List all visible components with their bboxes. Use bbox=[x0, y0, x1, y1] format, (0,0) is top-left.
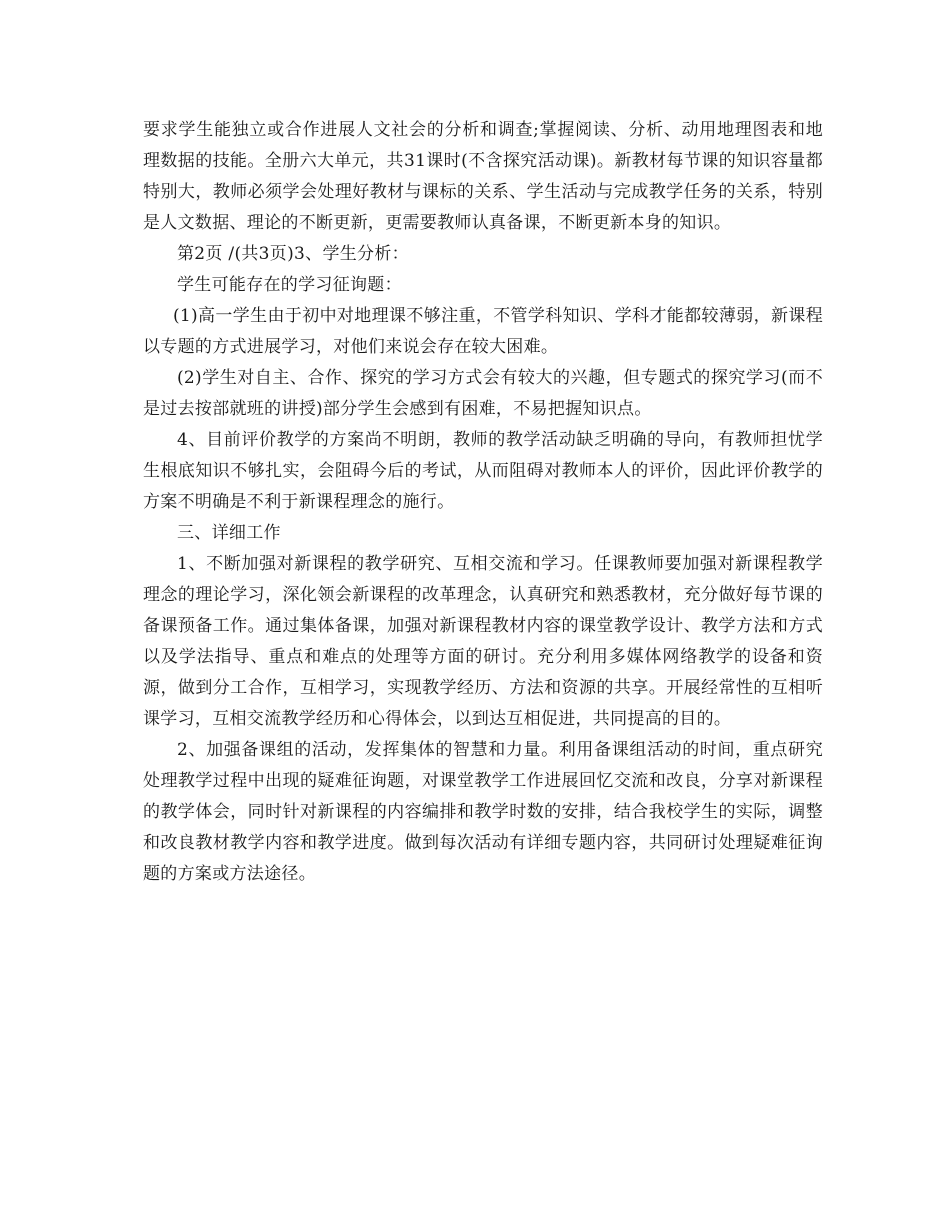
paragraph-learning-problems-heading: 学生可能存在的学习征询题： bbox=[177, 275, 402, 295]
paragraph-intro-continued: 要求学生能独立或合作进展人文社会的分析和调查;掌握阅读、分析、动用地理图表和地理数据的技能。全册六大单元，共31课时(不含探究活动课)。新教材每节课的知识容量都特别大，教师必须学会处理好教材与课标的关系、学生活动与完成教学任务的关系，特别是人文数据、理论的不断更新，更需要教师认真备课，不断更新本身的知识。 bbox=[143, 120, 823, 233]
paragraph-work-item-2: 2、加强备课组的活动，发挥集体的智慧和力量。利用备课组活动的时间，重点研究处理教学过程中出现的疑难征询题，对课堂教学工作进展回忆交流和改良，分享对新课程的教学体会，同时针对新课程的内容编排和教学时数的安排，结合我校学生的实际，调整和改良教材教学内容和教学进度。做到每次活动有详细专题内容，共同研讨处理疑难征询题的方案或方法途径。 bbox=[143, 740, 823, 884]
document-page bbox=[143, 115, 823, 890]
paragraph-work-item-1: 1、不断加强对新课程的教学研究、互相交流和学习。任课教师要加强对新课程教学理念的理论学习，深化领会新课程的改革理念，认真研究和熟悉教材，充分做好每节课的备课预备工作。通过集体备课，加强对新课程教材内容的课堂教学设计、教学方法和方式以及学法指导、重点和难点的处理等方面的研讨。充分利用多媒体网络教学的设备和资源，做到分工合作，互相学习，实现教学经历、方法和资源的共享。开展经常性的互相听课学习，互相交流教学经历和心得体会，以到达互相促进，共同提高的目的。 bbox=[143, 554, 823, 729]
section-heading-detailed-work: 三、详细工作 bbox=[177, 523, 281, 543]
paragraph-evaluation: 4、目前评价教学的方案尚不明朗，教师的教学活动缺乏明确的导向，有教师担忧学生根底知识不够扎实，会阻碍今后的考试，从而阻碍对教师本人的评价，因此评价教学的方案不明确是不利于新课程理念的施行。 bbox=[143, 430, 823, 512]
paragraph-problem-2: (2)学生对自主、合作、探究的学习方式会有较大的兴趣，但专题式的探究学习(而不是过去按部就班的讲授)部分学生会感到有困难，不易把握知识点。 bbox=[143, 368, 823, 419]
paragraph-problem-1: (1)高一学生由于初中对地理课不够注重，不管学科知识、学科才能都较薄弱，新课程以专题的方式进展学习，对他们来说会存在较大困难。 bbox=[143, 306, 823, 357]
paragraph-student-analysis-heading: 第2页 /(共3页)3、学生分析： bbox=[177, 244, 409, 264]
